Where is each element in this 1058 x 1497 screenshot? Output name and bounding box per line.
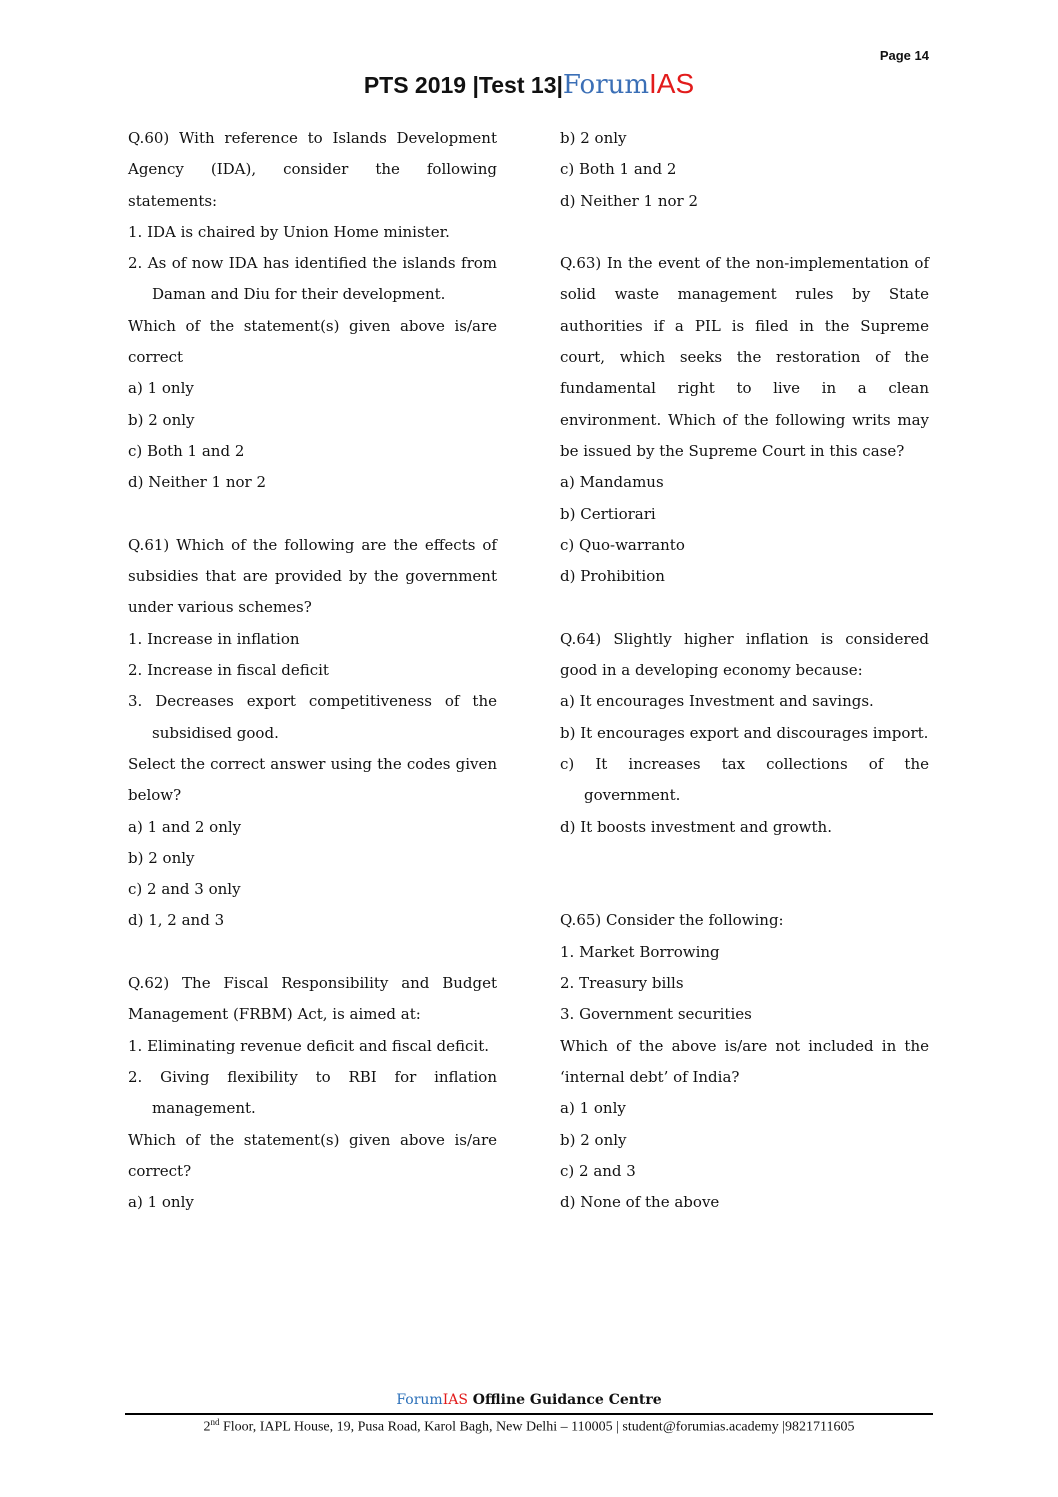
question-block — [560, 123, 929, 217]
answer-option: d) Neither 1 nor 2 — [560, 191, 699, 210]
footer-centre: Offline Guidance Centre — [467, 1392, 662, 1408]
footer-divider — [125, 1413, 933, 1415]
statement-item: 3. Government securities — [560, 1005, 752, 1024]
answer-option: d) Neither 1 nor 2 — [128, 473, 267, 492]
floor-suffix: nd — [210, 1417, 220, 1427]
footer-address — [0, 1417, 1058, 1436]
question-block — [128, 123, 497, 499]
question-block — [128, 968, 497, 1218]
page-number: Page 14 — [879, 48, 929, 63]
floor-number: 2 — [203, 1419, 211, 1435]
answer-option: c) Both 1 and 2 — [128, 441, 245, 460]
answer-option: c) It increases tax collections of the government. — [560, 754, 929, 805]
statement-item: 2. Giving flexibility to RBI for inflation management. — [128, 1067, 497, 1118]
question-stem: Q.65) Consider the following: — [560, 911, 784, 930]
footer-brand-ias: IAS — [442, 1392, 468, 1408]
question-stem: Q.60) With reference to Islands Development Agency (IDA), consider the following statements: — [128, 129, 497, 210]
answer-option: a) It encourages Investment and savings. — [560, 692, 874, 711]
answer-option: d) It boosts investment and growth. — [560, 817, 832, 836]
answer-option: a) 1 only — [128, 379, 194, 398]
statement-item: 1. Market Borrowing — [560, 942, 720, 961]
test-title: PTS 2019 |Test 13| — [363, 72, 563, 98]
question-stem: Q.63) In the event of the non-implementation of solid waste management rules by State authorities if a PIL is filed in the Supreme court, which seeks the restoration of the fundamental right to live in a clean environment. Which of the following writs may be issued by the Supreme Court in this case? — [560, 254, 929, 460]
statement-item: 1. Increase in inflation — [128, 629, 300, 648]
answer-option: c) Both 1 and 2 — [560, 160, 677, 179]
answer-option: c) 2 and 3 only — [128, 880, 241, 899]
question-stem: Q.61) Which of the following are the effects of subsidies that are provided by the government under various schemes? — [128, 535, 497, 617]
page-header — [0, 68, 1058, 100]
question-block — [560, 905, 929, 1218]
question-prompt: Which of the statement(s) given above is/are correct? — [128, 1130, 497, 1180]
answer-option: b) 2 only — [560, 129, 627, 147]
footer-brand-forum: Forum — [396, 1392, 443, 1408]
statement-item: 2. Increase in fiscal deficit — [128, 661, 329, 680]
answer-option: d) 1, 2 and 3 — [128, 911, 225, 930]
answer-option: a) 1 and 2 only — [128, 817, 242, 836]
question-prompt: Which of the above is/are not included in the ‘internal debt’ of India? — [560, 1036, 929, 1086]
answer-option: b) 2 only — [128, 848, 195, 867]
statement-item: 2. As of now IDA has identified the islands from Daman and Diu for their development. — [128, 254, 497, 304]
answer-option: c) Quo-warranto — [560, 535, 685, 554]
question-stem: Q.62) The Fiscal Responsibility and Budget Management (FRBM) Act, is aimed at: — [128, 974, 497, 1024]
question-block — [560, 624, 929, 843]
brand-ias: IAS — [649, 68, 695, 99]
question-prompt: Select the correct answer using the codes given below? — [128, 754, 497, 805]
answer-option: d) None of the above — [560, 1193, 720, 1212]
right-column — [560, 123, 929, 1250]
statement-item: 1. IDA is chaired by Union Home minister. — [128, 222, 450, 241]
answer-option: a) 1 only — [560, 1099, 626, 1118]
question-prompt: Which of the statement(s) given above is/are correct — [128, 316, 497, 367]
address-text: Floor, IAPL House, 19, Pusa Road, Karol Bagh, New Delhi – 110005 | student@forumias.academy |9821711605 — [219, 1419, 855, 1435]
answer-option: b) 2 only — [560, 1130, 627, 1149]
question-stem: Q.64) Slightly higher inflation is considered good in a developing economy because: — [560, 629, 929, 680]
answer-option: b) Certiorari — [560, 504, 656, 523]
answer-option: a) 1 only — [128, 1193, 194, 1212]
statement-item: 3. Decreases export competitiveness of the subsidised good. — [128, 692, 497, 742]
footer-title — [0, 1392, 1058, 1408]
answer-option: b) 2 only — [128, 410, 195, 429]
answer-option: a) Mandamus — [560, 473, 664, 492]
answer-option: b) It encourages export and discourages import. — [560, 723, 929, 742]
left-column — [128, 123, 497, 1250]
question-block — [128, 530, 497, 937]
statement-item: 1. Eliminating revenue deficit and fiscal deficit. — [128, 1036, 490, 1055]
question-block — [560, 248, 929, 592]
answer-option: d) Prohibition — [560, 567, 665, 586]
answer-option: c) 2 and 3 — [560, 1161, 636, 1180]
statement-item: 2. Treasury bills — [560, 974, 684, 993]
brand-forum: Forum — [562, 70, 650, 100]
